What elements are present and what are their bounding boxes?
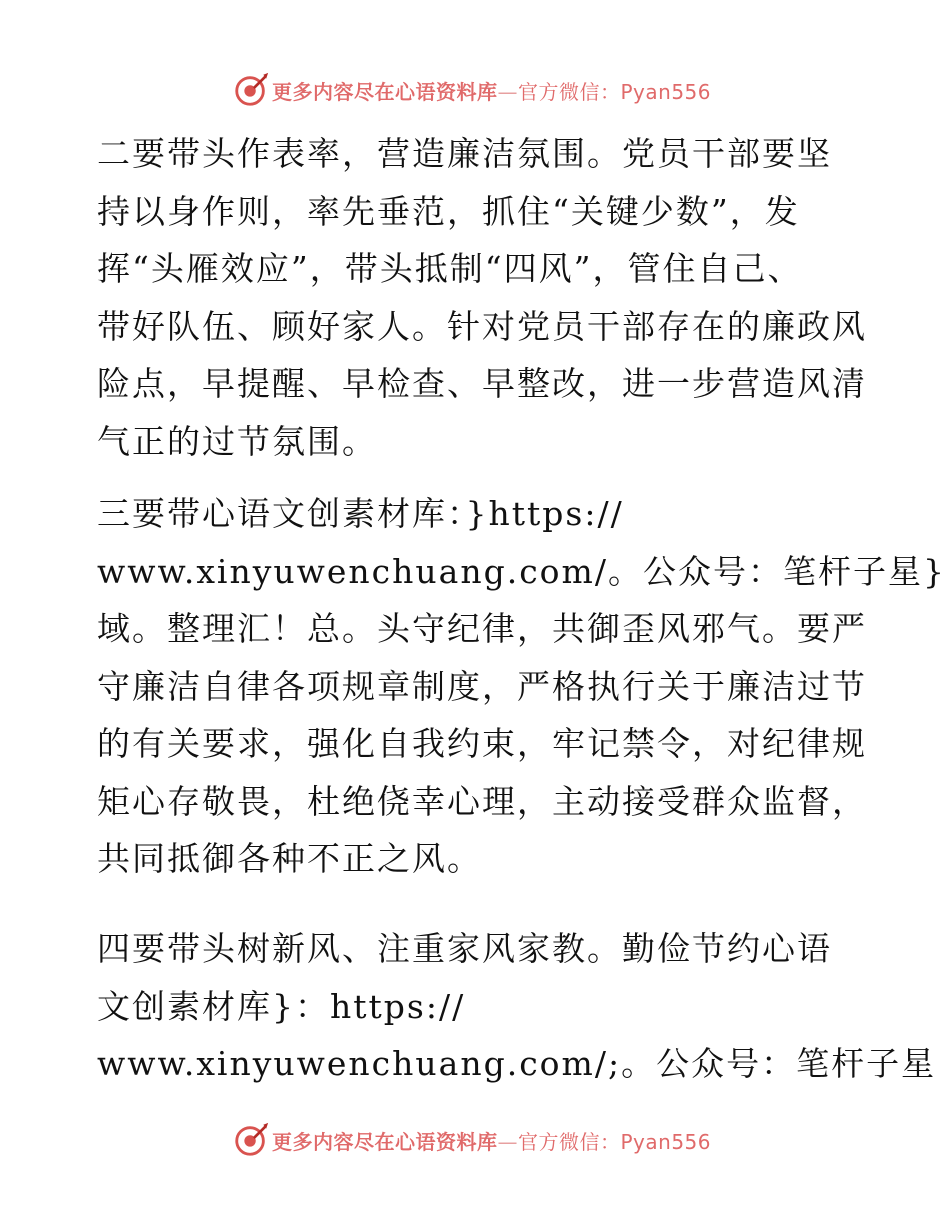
text-line: 三要带心语文创素材库：}https:// [97, 494, 624, 533]
watermark-text [272, 1126, 711, 1155]
watermark-id: Pyan556 [620, 1129, 712, 1154]
text-line: 文创素材库}：https:// [97, 986, 466, 1026]
text-line: 持以身作则，率先垂范，抓住“关键少数”，发 [97, 191, 800, 231]
text-line: 气正的过节氛围。 [97, 421, 377, 461]
text-line: 的有关要求，强化自我约束，牢记禁令，对纪律规 [97, 724, 867, 763]
brand-logo-icon [232, 1121, 270, 1159]
text-line: 域。整理汇！总。头守纪律，共御歪风邪气。要严 [97, 609, 867, 648]
brand-logo-icon [232, 71, 270, 109]
text-line: www.xinyuwenchuang.com/。公众号：笔杆子星} [97, 551, 946, 591]
paragraph-3 [97, 920, 936, 1093]
text-line: 守廉洁自律各项规章制度，严格执行关于廉洁过节 [97, 666, 867, 706]
text-line: 险点，早提醒、早检查、早整改，进一步营造风清 [97, 364, 867, 403]
watermark-header [232, 70, 711, 110]
watermark-cn: 更多内容尽在心语资料库 [272, 79, 498, 104]
watermark-footer [232, 1120, 711, 1160]
watermark-text [272, 76, 711, 105]
text-line: 二要带头作表率，营造廉洁氛围。党员干部要坚 [97, 134, 832, 173]
watermark-separator: — [497, 79, 518, 104]
text-line: 矩心存敬畏，杜绝侥幸心理，主动接受群众监督， [97, 781, 867, 821]
text-line: 四要带头树新风、注重家风家教。勤俭节约心语 [97, 929, 832, 968]
text-line: 共同抵御各种不正之风。 [97, 839, 482, 878]
watermark-separator: — [497, 1129, 518, 1154]
watermark-cn: 更多内容尽在心语资料库 [272, 1129, 498, 1154]
text-line: 带好队伍、顾好家人。针对党员干部存在的廉政风 [97, 306, 867, 346]
paragraph-2 [97, 485, 946, 888]
watermark-official: 官方微信： [518, 79, 621, 104]
text-line: 挥“头雁效应”，带头抵制“四风”，管住自己、 [97, 249, 803, 288]
paragraph-1 [97, 125, 867, 470]
watermark-official: 官方微信： [518, 1129, 621, 1154]
text-line: www.xinyuwenchuang.com/;。公众号：笔杆子星 [97, 1044, 937, 1083]
watermark-id: Pyan556 [620, 79, 712, 104]
